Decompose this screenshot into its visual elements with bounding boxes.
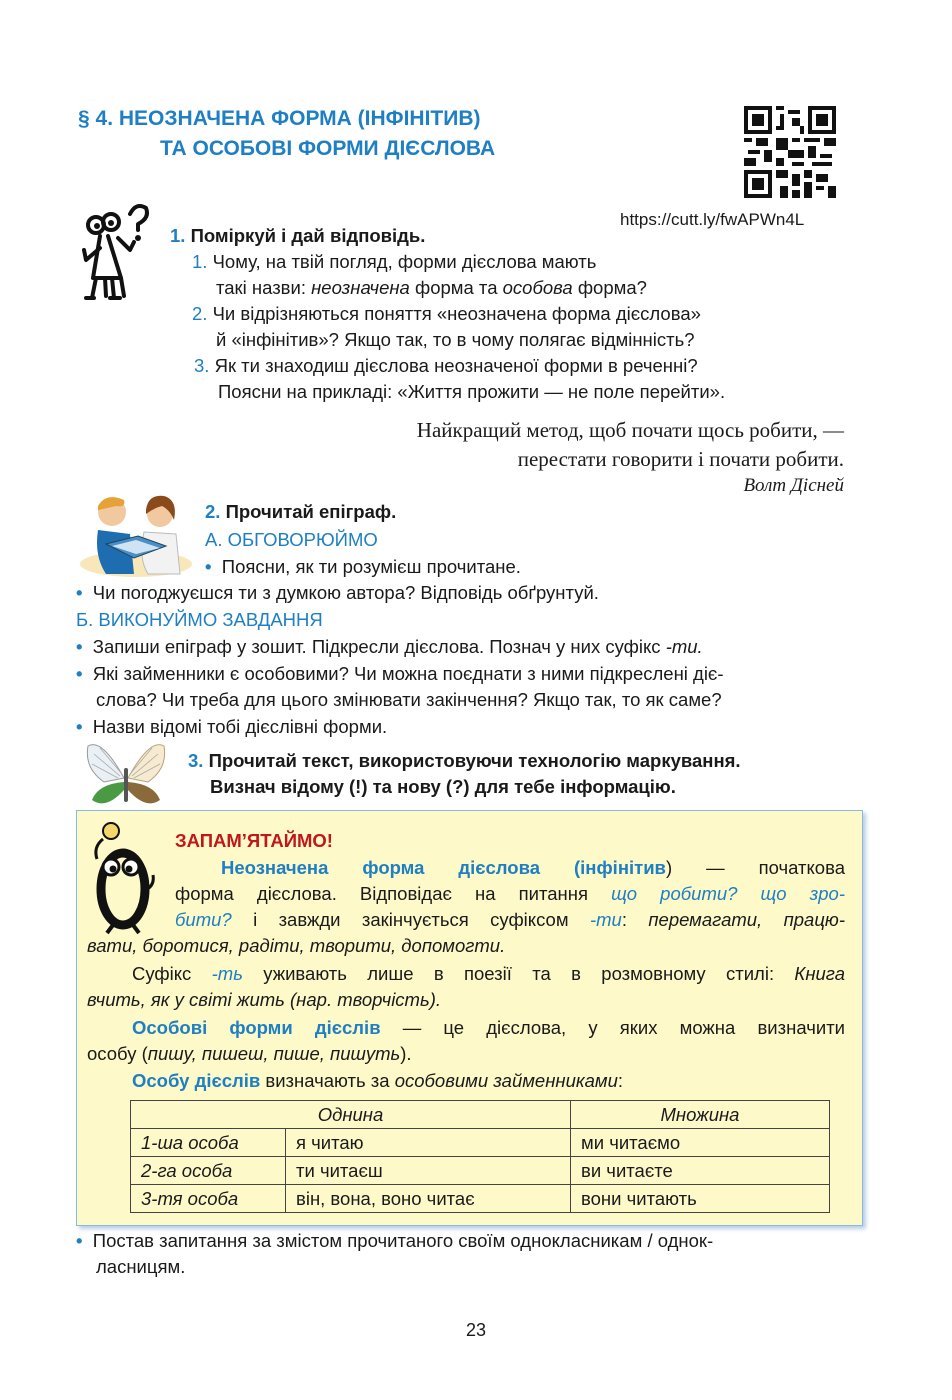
task2-a1: • Поясни, як ти розумієш прочитане. xyxy=(205,556,521,577)
memo-p1-line1: Неозначена форма дієслова (інфінітив) — початкова xyxy=(221,857,845,878)
thinking-figure-icon xyxy=(78,200,158,304)
memo-p4: Особу дієслів визначають за особовими займенниками: xyxy=(132,1070,624,1091)
task1-q2-line2: й «інфінітив»? Якщо так, то в чому полягає відмінність? xyxy=(216,329,695,350)
task2-b1: • Запиши епіграф у зошит. Підкресли дієслова. Познач у них суфікс -ти. xyxy=(76,636,703,657)
table-cell-person: 2-га особа xyxy=(131,1157,286,1185)
memo-p3-line2: особу (пишу, пишеш, пише, пишуть). xyxy=(87,1043,412,1064)
final-task-line2: ласницям. xyxy=(96,1256,186,1277)
task2-section-b: Б. ВИКОНУЙМО ЗАВДАННЯ xyxy=(76,609,323,630)
task1-q1-line1: 1. Чому, на твій погляд, форми дієслова мають xyxy=(192,251,597,272)
memo-p3-line1: Особові форми дієслів — це дієслова, у яких можна визначити xyxy=(132,1017,846,1038)
memo-p1-line3: бити? і завжди закінчується суфіксом -ти: перемагати, працю- xyxy=(175,909,845,930)
memo-heading: ЗАПАМ’ЯТАЙМО! xyxy=(175,830,333,851)
reading-children-icon xyxy=(76,486,194,578)
page-title-line2: ТА ОСОБОВІ ФОРМИ ДІЄСЛОВА xyxy=(160,137,496,160)
table-cell-singular: я читаю xyxy=(286,1129,571,1157)
memo-p1-line4: вати, боротися, радіти, творити, допомогти. xyxy=(87,935,506,956)
table-cell-singular: ти читаєш xyxy=(286,1157,571,1185)
qr-code-icon[interactable] xyxy=(744,106,836,198)
task2-section-a: А. ОБГОВОРЮЙМО xyxy=(205,529,378,550)
table-cell-plural: ми читаємо xyxy=(571,1129,830,1157)
task1-q2-line1: 2. Чи відрізняються поняття «неозначена форма дієслова» xyxy=(192,303,701,324)
task2-b2-line1: • Які займенники є особовими? Чи можна поєднати з ними підкреслені діє- xyxy=(76,663,724,684)
epigraph-line1: Найкращий метод, щоб почати щось робити, — xyxy=(416,418,844,442)
table-cell-singular: він, вона, воно читає xyxy=(286,1185,571,1213)
task1-q1-line2: такі назви: неозначена форма та особова форма? xyxy=(216,277,647,298)
header-plural: Множина xyxy=(571,1101,830,1129)
table-cell-plural: ви читаєте xyxy=(571,1157,830,1185)
table-row xyxy=(131,1157,830,1185)
memo-p2-line2: вчить, як у світі жить (нар. творчість). xyxy=(87,989,442,1010)
page-number: 23 xyxy=(465,1320,487,1340)
task1-q3-line1: 3. Як ти знаходиш дієслова неозначеної форми в реченні? xyxy=(194,355,698,376)
table-header-row xyxy=(131,1101,830,1129)
task3-line1: 3. Прочитай текст, використовуючи технологію маркування. xyxy=(188,750,741,771)
epigraph-author: Волт Дісней xyxy=(743,475,844,496)
task2-heading: 2. Прочитай епіграф. xyxy=(205,501,397,522)
task2-a2: • Чи погоджуєшся ти з думкою автора? Відповідь обґрунтуй. xyxy=(76,582,599,603)
table-cell-plural: вони читають xyxy=(571,1185,830,1213)
task1-heading: 1. Поміркуй і дай відповідь. xyxy=(170,225,426,246)
memo-p2-line1: Суфікс -ть уживають лише в поезії та в розмовному стилі: Книга xyxy=(132,963,845,984)
task2-b2-line2: слова? Чи треба для цього змінювати закінчення? Якщо так, то як саме? xyxy=(96,689,722,710)
butterfly-icon xyxy=(84,738,168,810)
table-row xyxy=(131,1129,830,1157)
page-title-line1: § 4. НЕОЗНАЧЕНА ФОРМА (ІНФІНІТИВ) xyxy=(78,107,481,130)
memo-p1-line2: форма дієслова. Відповідає на питання що робити? що зро- xyxy=(175,883,845,904)
task2-b3: • Назви відомі тобі дієслівні форми. xyxy=(76,716,388,737)
task1-q3-line2: Поясни на прикладі: «Життя прожити — не поле перейти». xyxy=(218,381,726,402)
memo-character-icon xyxy=(89,821,161,937)
final-task-line1: • Постав запитання за змістом прочитаного своїм однокласникам / однок- xyxy=(76,1230,714,1251)
epigraph-line2: перестати говорити і почати робити. xyxy=(517,447,844,471)
table-cell-person: 3-тя особа xyxy=(131,1185,286,1213)
table-cell-person: 1-ша особа xyxy=(131,1129,286,1157)
person-table xyxy=(130,1100,830,1213)
table-row xyxy=(131,1185,830,1213)
header-singular: Однина xyxy=(131,1101,571,1129)
qr-url[interactable]: https://cutt.ly/fwAPWn4L xyxy=(620,210,805,229)
task3-line2: Визнач відому (!) та нову (?) для тебе інформацію. xyxy=(210,776,676,797)
